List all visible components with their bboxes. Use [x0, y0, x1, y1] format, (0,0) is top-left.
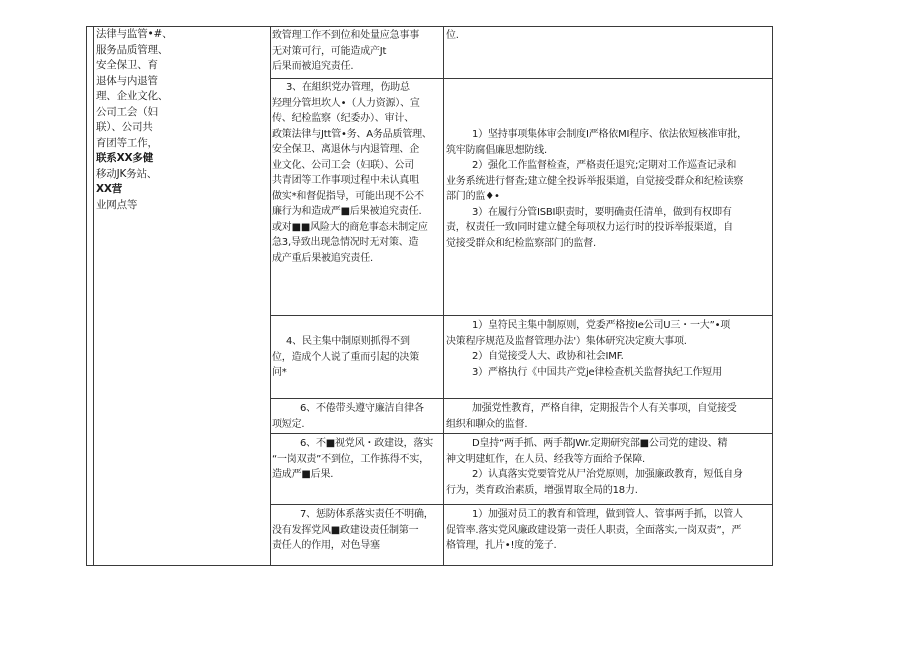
risk-line: 后果而被追究责任. [272, 61, 354, 72]
col-border [86, 26, 87, 566]
row-divider [270, 315, 772, 316]
risk-line: “一岗双责”不到位，工作拣得不实， [272, 453, 429, 465]
responsibility-scope-cell [96, 27, 176, 213]
measure-line: 觉接受群众和纪检监察部门的监督. [446, 237, 596, 249]
measure-line: 格管理，扎片•!度的笼子. [446, 540, 557, 551]
col-border [93, 26, 94, 566]
risk-cell [272, 401, 440, 432]
measure-line: 位. [446, 30, 459, 41]
risk-line: 共青团等工作事项过程中未认真咀 [272, 175, 419, 186]
col-border [772, 26, 773, 566]
measure-cell [446, 401, 770, 432]
risk-line: 问* [272, 367, 287, 378]
measure-line: 部门的监♦• [446, 191, 500, 202]
risk-line: 传、纪检监察（纪委办）、审计、 [272, 113, 414, 124]
risk-line: 业文化、公司工会（妇联）、公司 [272, 159, 414, 171]
measure-line: 2）强化工作监督检查，严格责任退究;定期对工作巡查记录和 [472, 160, 737, 171]
measure-line: 2）自觉接受人大、政协和社会IMF. [472, 351, 624, 362]
risk-cell [272, 28, 440, 75]
scope-line: 安全保卫、育 [96, 59, 158, 71]
row-divider [270, 398, 772, 399]
measure-line: 责，权责任一致I同时建立健全每项权力运行时的投诉举报渠道，自 [446, 222, 733, 233]
measure-line: D皇持“两手抓、两手都JWr.定期研究部■公司党的建设、精 [472, 438, 728, 449]
measure-line: 行为，类育政治素质，增强胃取全局的18力. [446, 484, 638, 496]
risk-cell [272, 507, 440, 554]
risk-line: 没有发挥党风■政建设责任制第一 [272, 524, 419, 536]
measure-line: 1）坚持事项集体审会制度I严格依MI程序、依法依短核准审批， [472, 129, 747, 140]
risk-cell [272, 334, 440, 381]
scope-line: 联）、公司共 [96, 121, 153, 133]
risk-line: 项短定. [272, 418, 305, 430]
table-bottom-border [86, 565, 772, 566]
risk-line: 廉行为和造成严■后果被追究责任. [272, 206, 422, 217]
measure-cell [446, 318, 770, 380]
risk-line: 成产重后果被追究责任. [272, 252, 373, 264]
risk-line: 无对策可行，可能造成产Jt [272, 45, 387, 57]
measure-line: 3）在履行分管ISBI职责时，要明确责任清单，做到有权即有 [472, 206, 732, 218]
measure-line: 神文明建虹作，在人员、经我等方面给予保障. [446, 453, 645, 465]
risk-line: 4、民主集中制原则抓得不到 [286, 336, 410, 347]
risk-line: 或对■■风险大的商危事态未制定应 [272, 221, 428, 233]
col-border [270, 26, 271, 566]
measure-line: 筑牢防腐倡廉思想防线. [446, 144, 547, 156]
risk-line: 3、在組织党办管理，伤助总 [286, 82, 410, 93]
risk-line: 位，造成个人说了重而引起的决策 [272, 351, 419, 363]
measure-line: 2）认真落实党要管党从尸治党原则，加强廉政教育，短低自身 [472, 469, 743, 480]
risk-line: 政策法律与Jtt管•务、A务品质管理、 [272, 128, 432, 140]
risk-line: 羟理分管坦坎人•（人力资源）、宣 [272, 97, 420, 109]
measure-line: 1）加强对员工的教育和管理，做到管人、管事两手抓，以管人 [472, 509, 743, 520]
risk-line: 6、不倦带头遵守廉洁自律各 [300, 403, 424, 414]
scope-line: 服务品质管理、 [96, 43, 169, 56]
scope-line: 育团等工作， [96, 136, 158, 149]
measure-cell [446, 507, 770, 554]
scope-line: XX营 [96, 183, 123, 195]
measure-line: 决策程序规范及监督管理办法'）集体研究决定庾大事项. [446, 335, 687, 347]
risk-line: 急3,导致出现急情况时无对策、造 [272, 237, 419, 248]
measure-line: 1）皇符民主集中制原则，党委严格按Ie公司U三・一大”•项 [472, 320, 731, 331]
risk-line: 安全保卫、离退休与内退管理、企 [272, 144, 419, 155]
measure-cell [446, 28, 770, 44]
scope-line: 理、企业文化、 [96, 90, 169, 102]
measure-line: 促管率.落实党风廉政建设第一责任人职责，全面落实,一岗双责”，严 [446, 524, 742, 536]
risk-cell [272, 80, 440, 266]
risk-line: 做实*和督促指导，可能出现不公不 [272, 190, 424, 202]
scope-line: 业网点等 [96, 198, 138, 211]
scope-line: 法律与监管•#、 [96, 28, 173, 40]
table-top-border [86, 26, 772, 27]
row-divider [270, 433, 772, 434]
risk-line: 6、不■视党风・政建设，落实 [300, 438, 434, 449]
measure-line: 3）严格执行《中国共产党je律检查机关监督执纪工作短用 [472, 366, 722, 378]
scope-line: 移动JK务站、 [96, 167, 158, 180]
risk-line: 7、惩防体系落实责任不明确， [300, 509, 434, 520]
measure-line: 业务系统进行督查;建立健全投诉举报渠道，自觉接受群众和纪检读察 [446, 175, 744, 187]
row-divider [270, 504, 772, 505]
col-border [443, 26, 444, 566]
risk-cell [272, 436, 440, 483]
measure-cell [446, 436, 770, 498]
scope-line: 联系XX多健 [96, 152, 153, 164]
risk-line: 造成严■后果. [272, 469, 334, 480]
scope-line: 公司工会（妇 [96, 105, 158, 118]
measure-line: 组织和聊众的监督. [446, 418, 528, 430]
risk-line: 致管理工作不到位和处量应急事事 [272, 30, 419, 41]
row-divider [270, 78, 772, 79]
scope-line: 退体与内退管 [96, 74, 158, 87]
risk-line: 责任人的作用，对色导塞 [272, 540, 380, 551]
measure-cell [446, 127, 770, 251]
measure-line: 加强党性教育，严格自律，定期报告个人有关事项，自觉接受 [472, 403, 737, 414]
